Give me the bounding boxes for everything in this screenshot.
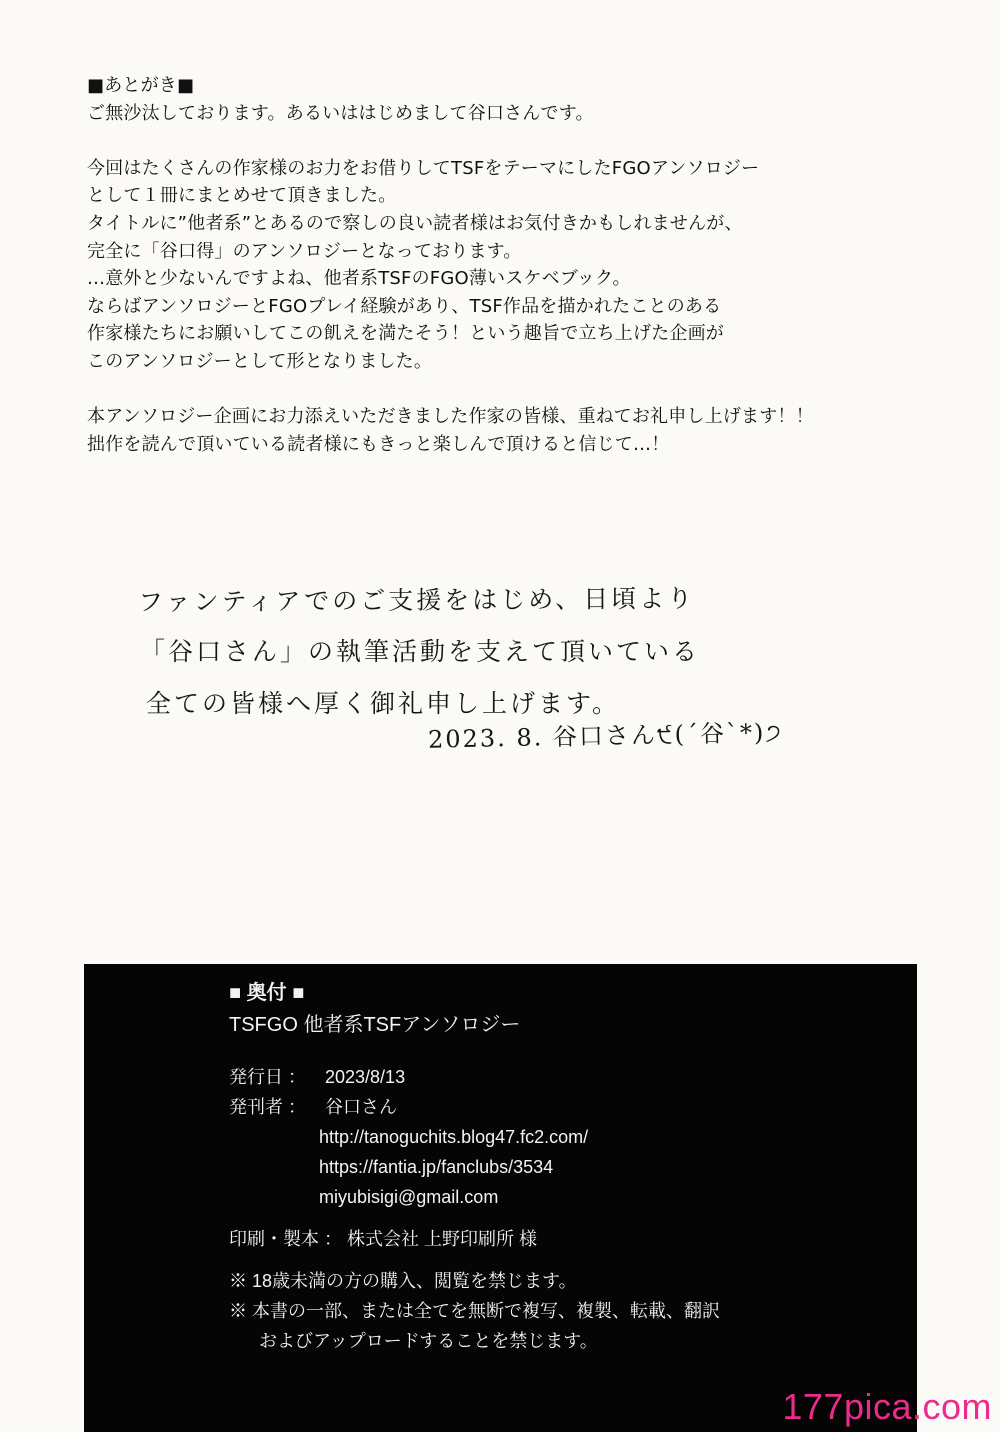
book-title: TSFGO 他者系TSFアンソロジー — [229, 1014, 521, 1036]
afterword-line: 今回はたくさんの作家様のお力をお借りしてTSFをテーマにしたFGOアンソロジー — [87, 157, 760, 179]
afterword-line: このアンソロジーとして形となりました。 — [87, 350, 433, 372]
fantia-url: https://fantia.jp/fanclubs/3534 — [319, 1157, 554, 1177]
afterword-line: 完全に「谷口得」のアンソロジーとなっております。 — [87, 240, 522, 262]
handwritten-line: 「谷口さん」の執筆活動を支えて頂いている — [140, 637, 701, 666]
afterword-line: 本アンソロジー企画にお力添えいただきました作家の皆様、重ねてお礼申し上げます！！ — [87, 406, 814, 428]
publisher-value: 谷口さん — [325, 1097, 397, 1117]
colophon-spacer — [229, 1254, 909, 1266]
paragraph-gap — [87, 376, 967, 404]
issue-date-value: 2023/8/13 — [325, 1067, 406, 1087]
afterword-line: ご無沙汰しております。あるいははじめまして谷口さんです。 — [87, 102, 594, 124]
age-restriction-note: ※ 18歳未満の方の購入、閲覧を禁じます。 — [229, 1271, 577, 1291]
afterword-line: ならばアンソロジーとFGOプレイ経験があり、TSF作品を描かれたことのある — [87, 295, 722, 317]
afterword-line: として１冊にまとめせて頂きました。 — [87, 185, 397, 207]
contact-email: miyubisigi@gmail.com — [319, 1187, 499, 1207]
paragraph-gap — [87, 127, 967, 155]
afterword-line: 拙作を読んで頂いている読者様にもきっと楽しんで頂けると信じて…！ — [87, 433, 670, 455]
colophon-content — [229, 978, 909, 1356]
afterword-line: 作家様たちにお願いしてこの飢えを満たそう！という趣旨で立ち上げた企画が — [87, 323, 724, 345]
copyright-note-continued: およびアップロードすることを禁じます。 — [259, 1331, 598, 1351]
issue-date-row — [229, 1062, 909, 1092]
issue-date-label: 発行日 ： — [229, 1067, 307, 1087]
afterword-section — [87, 72, 967, 458]
afterword-line: …意外と少ないんですよね、他者系TSFのFGO薄いスケベブック。 — [87, 268, 631, 290]
handwritten-line: 全ての皆様へ厚く御礼申し上げます。 — [146, 689, 621, 718]
publisher-row — [229, 1092, 909, 1122]
blog-url: http://tanoguchits.blog47.fc2.com/ — [319, 1127, 589, 1147]
printer-row: 印刷・製本 ： 株式会社 上野印刷所 様 — [229, 1229, 538, 1249]
publisher-label: 発刊者 ： — [229, 1097, 307, 1117]
colophon-heading: ■ 奥付 ■ — [229, 982, 305, 1004]
handwritten-message — [138, 574, 918, 730]
afterword-heading: ■あとがき■ — [87, 75, 195, 96]
handwritten-line: ファンティアでのご支援をはじめ、日頃より — [137, 583, 696, 617]
handwritten-signature: 2023. 8. 谷口さん੯(´谷`*)੭ — [427, 718, 784, 754]
colophon-spacer — [229, 1212, 909, 1224]
copyright-note: ※ 本書の一部、または全てを無断で複写、複製、転載、翻訳 — [229, 1301, 720, 1321]
colophon-box — [84, 964, 917, 1432]
site-watermark: 177pica.com — [782, 1386, 992, 1427]
afterword-line: タイトルに”他者系”とあるので察しの良い読者様はお気付きかもしれませんが、 — [87, 212, 743, 234]
